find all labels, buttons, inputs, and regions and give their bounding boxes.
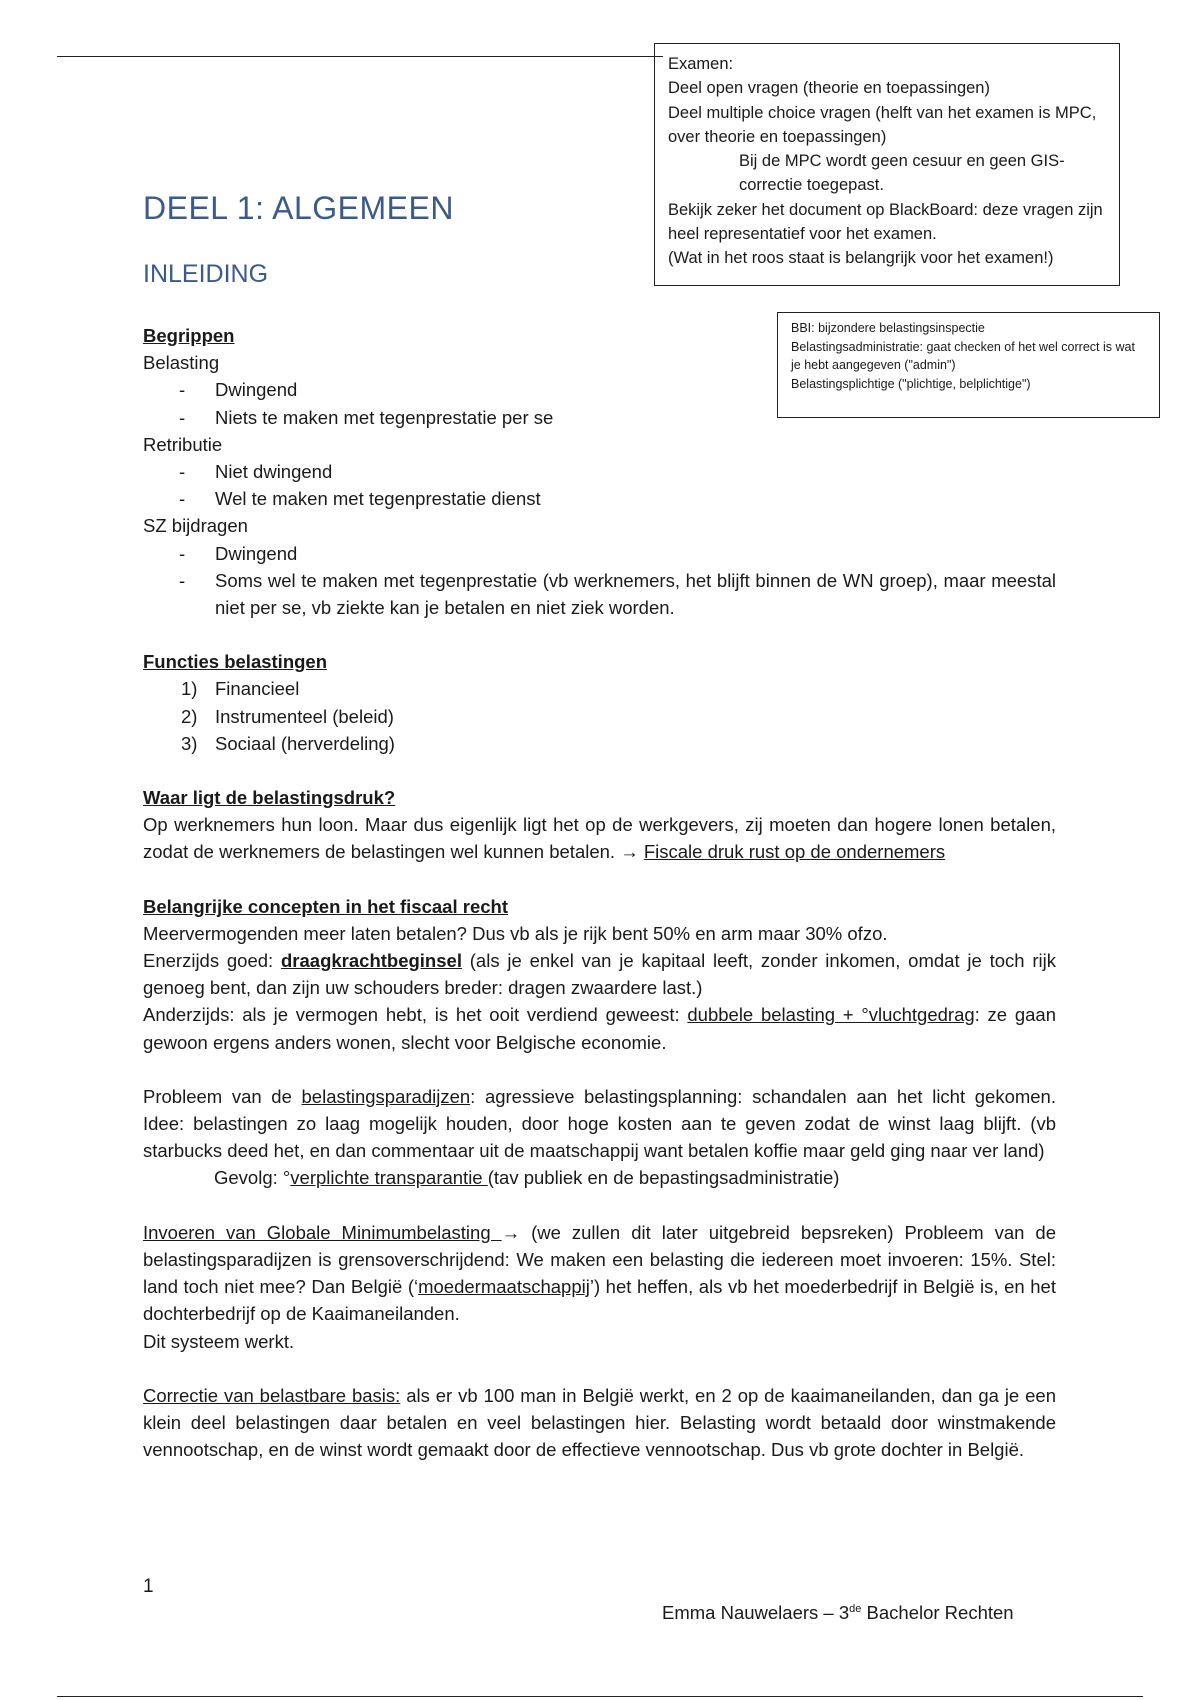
document-body [143,322,1056,1463]
paragraph-belastingsdruk: Op werknemers hun loon. Maar dus eigenlijk ligt het op de werkgevers, zij moeten dan hogere lonen betalen, zodat de werknemers de belastingen wel kunnen betalen. → Fiscale druk rust op de ondernemers [143,814,1056,863]
bbi-note-line: Belastingsadministratie: gaat checken of het wel correct is wat je hebt aangegeven ("admin") [791,339,1135,372]
paragraph-correctie: Correctie van belastbare basis: als er vb 100 man in België werkt, en 2 op de kaaimaneilanden, dan ga je een klein deel belastingen daar betalen en veel belastingen hier. Belasting wordt betaald door winstmakende vennootschap, en de winst wordt gemaakt door de effectieve vennootschap. Dus vb grote dochter in België. [143,1384,1056,1461]
belasting-list [143,376,1056,430]
paragraph-concepten-2: Enerzijds goed: draagkrachtbeginsel (als je enkel van je kapitaal leeft, zonder inkomen, omdat je toch rijk genoeg bent, dan zijn uw schouders breder: dragen zwaardere last.) [143,950,1056,999]
exam-note-line: Bij de MPC wordt geen cesuur en geen GIS-correctie toegepast. [739,152,1065,195]
functies-list [143,675,1056,757]
section-title: DEEL 1: ALGEMEEN [143,190,454,226]
footer-rule [57,1696,1143,1697]
list-item: 3) Sociaal (herverdeling) [181,732,395,754]
page-footer: Emma Nauwelaers – 3de Bachelor Rechten [662,1602,1014,1623]
term-retributie: Retributie [143,433,223,455]
paragraph-systeem: Dit systeem werkt. [143,1330,295,1352]
list-item: - Niets te maken met tegenprestatie per se [143,404,1056,431]
exam-note-line: Deel open vragen (theorie en toepassingen) [668,79,990,98]
heading-begrippen: Begrippen [143,325,235,346]
list-item: - Niet dwingend [143,458,1056,485]
paragraph-gevolg: Gevolg: °verplichte transparantie (tav publiek en de bepastingsadministratie) [214,1167,840,1189]
header-rule [57,56,663,57]
term-sz-bijdragen: SZ bijdragen [143,515,248,537]
list-item: 1) Financieel [181,678,300,700]
paragraph-concepten-1: Meervermogenden meer laten betalen? Dus vb als je rijk bent 50% en arm maar 30% ofzo. [143,922,888,944]
paragraph-minimumbelasting: Invoeren van Globale Minimumbelasting → (we zullen dit later uitgebreid bepsreken) Probleem van de belastingsparadijzen is grensoverschrijdend: We maken een belasting die iedereen moet invoeren: 15%. Stel: land toch niet mee? Dan België (‘moedermaatschappij’) het heffen, als vb het moederbedrijf in België is, en het dochterbedrijf op de Kaaimaneilanden. [143,1221,1057,1325]
subsection-title: INLEIDING [143,260,269,288]
exam-note-line: Examen: [668,55,734,73]
page-number: 1 [143,1576,154,1597]
term-belasting: Belasting [143,352,220,374]
list-item: - Dwingend [143,376,1056,403]
paragraph-paradijzen: Probleem van de belastingsparadijzen: agressieve belastingsplanning: schandalen aan het licht gekomen. Idee: belastingen zo laag mogelijk houden, door hoge kosten aan te geven zodat de winst laag blijft. (vb starbucks deed het, en dan commentaar uit de maatschappij want betalen koffie maar geld ging naar ver land) [143,1085,1056,1162]
list-item: 2) Instrumenteel (beleid) [181,705,394,727]
exam-note-line: Deel multiple choice vragen (helft van het examen is MPC, over theorie en toepassingen) [668,103,1097,146]
list-item: - Wel te maken met tegenprestatie dienst [143,485,1056,512]
exam-note-box [654,43,1120,286]
list-item: - Soms wel te maken met tegenprestatie (vb werknemers, het blijft binnen de WN groep), maar meestal niet per se, vb ziekte kan je betalen en niet ziek worden. [143,567,1056,621]
list-item: - Dwingend [143,540,1056,567]
sz-list [143,540,1056,622]
heading-concepten: Belangrijke concepten in het fiscaal recht [143,895,508,917]
heading-functies: Functies belastingen [143,651,328,673]
arrow-icon: → [501,1221,521,1243]
retributie-list [143,458,1056,512]
paragraph-concepten-3: Anderzijds: als je vermogen hebt, is het ooit verdiend geweest: dubbele belasting + °vluchtgedrag: ze gaan gewoon ergens anders wonen, slecht voor Belgische economie. [143,1004,1056,1053]
arrow-icon: → [620,841,639,863]
bbi-note-line: BBI: bijzondere belastingsinspectie [791,321,985,335]
exam-note-line: Bekijk zeker het document op BlackBoard: deze vragen zijn heel representatief voor het examen. [668,200,1103,244]
heading-belastingsdruk: Waar ligt de belastingsdruk? [143,787,396,809]
exam-note-line: (Wat in het roos staat is belangrijk voor het examen!) [668,249,1054,268]
bbi-note-line: Belastingsplichtige ("plichtige, belplichtige") [791,376,1031,391]
